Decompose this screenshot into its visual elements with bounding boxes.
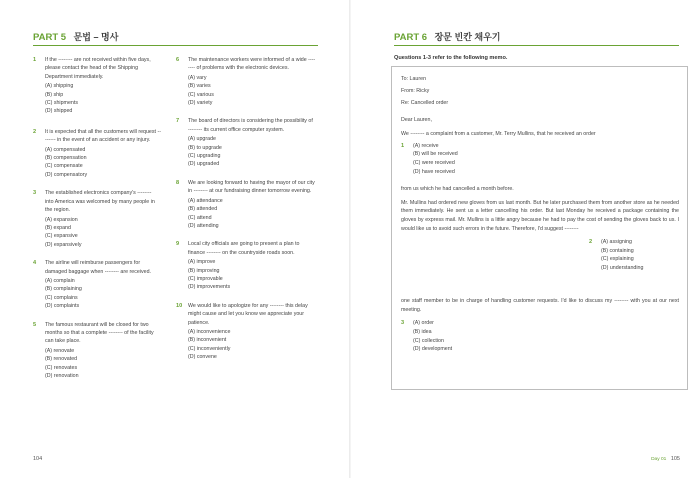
answer-option: (C) expansive xyxy=(45,233,78,240)
answer-option: (A) improve xyxy=(188,259,216,266)
question-number: 4 xyxy=(33,260,37,267)
part-subtitle: 문법 – 명사 xyxy=(73,32,119,42)
part-title xyxy=(33,30,118,43)
answer-option: (A) upgrade xyxy=(188,136,216,143)
title-divider xyxy=(394,45,679,46)
answer-option: (D) renovation xyxy=(45,373,79,379)
answer-option: (B) ship xyxy=(45,91,64,98)
directions: Questions 1-3 refer to the following memo. xyxy=(394,55,508,61)
page-footer xyxy=(651,456,680,462)
answer-option: (C) various xyxy=(188,91,214,98)
question-number: 2 xyxy=(589,239,593,246)
answer-option: (D) complaints xyxy=(45,303,80,310)
answer-option: (B) expand xyxy=(45,224,71,231)
answer-option: (B) renovated xyxy=(45,356,78,363)
answer-option: (A) assigning xyxy=(601,239,632,246)
question-stem: We are looking forward to having the mayor of our city in -------- at our fundraising dinner tomorrow evening. xyxy=(188,179,315,195)
part-number: PART 6 xyxy=(394,32,428,43)
question-stem: The airline will reimburse passengers for damaged baggage when -------- are received. xyxy=(45,260,151,275)
answer-option: (D) compensatory xyxy=(45,171,88,178)
memo-to: To: Lauren xyxy=(401,76,427,82)
answer-option: (C) compensate xyxy=(45,163,83,170)
answer-option: (A) receive xyxy=(413,142,439,149)
question-stem: The board of directors is considering the possibility of -------- its current office computer system. xyxy=(188,118,313,133)
page-number: 104 xyxy=(33,456,43,462)
answer-option: (D) understanding xyxy=(601,264,644,271)
question-number: 5 xyxy=(33,321,37,328)
question-column-right xyxy=(176,56,316,372)
answer-option: (B) idea xyxy=(413,328,432,335)
answer-option: (A) vary xyxy=(188,74,207,81)
answer-option: (C) renovates xyxy=(45,364,78,371)
answer-option: (C) inconveniently xyxy=(188,345,231,352)
blank-question xyxy=(401,142,679,176)
answer-option: (C) explaining xyxy=(601,256,634,263)
blank-question xyxy=(401,319,679,353)
answer-option: (B) improving xyxy=(188,267,220,274)
answer-option: (D) shipped xyxy=(45,108,73,115)
blank-question xyxy=(401,238,679,278)
page-number: 105 xyxy=(670,456,680,462)
question-item xyxy=(176,179,316,230)
answer-option: (B) will be received xyxy=(413,151,458,158)
memo-paragraph: from us which he had cancelled a month before. xyxy=(401,186,514,193)
answer-option: (B) complaining xyxy=(45,286,82,293)
answer-option: (B) attended xyxy=(188,206,218,213)
question-number: 6 xyxy=(176,57,180,63)
question-stem: If the -------- are not received within five days, please contact the head of the Shipping Department immediately. xyxy=(45,57,151,80)
answer-option: (C) upgrading xyxy=(188,153,221,160)
answer-option: (D) improvements xyxy=(188,284,231,291)
answer-option: (B) inconvenient xyxy=(188,337,227,344)
answer-option: (C) complains xyxy=(45,294,78,301)
answer-option: (C) collection xyxy=(413,337,444,344)
question-number: 2 xyxy=(33,128,37,135)
title-divider xyxy=(33,45,318,46)
answer-option: (B) containing xyxy=(601,247,634,254)
question-number: 10 xyxy=(176,302,183,309)
question-number: 8 xyxy=(176,179,180,186)
memo-paragraph: Mr. Mullins had ordered new gloves from us last month. But he later purchased them from another store as he needed them immediately. He sent us a letter cancelling his order. But last Monday he received a package containing the gloves by express mail. Mr. Mullins is a little angry because he had to pay the cost of sending the gloves back to us. I would like us to avoid such errors in the future. Therefore, I'd suggest -------- xyxy=(401,199,679,232)
answer-option: (B) compensation xyxy=(45,155,87,162)
question-item xyxy=(33,128,161,179)
answer-option: (A) inconvenience xyxy=(188,328,231,335)
part-subtitle: 장문 빈칸 채우기 xyxy=(434,32,501,42)
question-number: 3 xyxy=(401,320,405,327)
question-item xyxy=(176,117,316,168)
question-item xyxy=(33,321,161,381)
question-item xyxy=(176,302,316,362)
question-number: 1 xyxy=(33,57,37,63)
memo-box xyxy=(391,66,688,390)
answer-option: (D) attending xyxy=(188,222,219,229)
answer-option: (A) compensated xyxy=(45,146,86,153)
memo-from: From: Ricky xyxy=(401,87,430,94)
question-stem: The maintenance workers were informed of a wide -------- of problems with the electronic devices. xyxy=(188,57,316,72)
answer-option: (C) shipments xyxy=(45,100,78,107)
question-stem: Local city officials are going to present a plan to finance -------- on the countryside roads soon. xyxy=(188,241,300,256)
question-number: 3 xyxy=(33,190,37,197)
question-number: 7 xyxy=(176,118,180,125)
question-stem: The established electronics company's -------- into America was welcomed by many people in the region. xyxy=(45,190,155,214)
question-item xyxy=(176,240,316,291)
answer-option: (D) variety xyxy=(188,100,213,107)
answer-option: (D) convene xyxy=(188,354,217,361)
answer-option: (D) development xyxy=(413,346,453,353)
question-stem: The famous restaurant will be closed for two months so that a complete -------- of the facility can take place. xyxy=(45,321,154,345)
answer-option: (D) upgraded xyxy=(188,161,220,168)
question-column-left xyxy=(33,56,161,390)
memo-content xyxy=(401,75,679,359)
answer-option: (C) were received xyxy=(413,160,455,167)
question-number: 9 xyxy=(176,241,180,248)
answer-option: (A) attendance xyxy=(188,197,223,204)
question-stem: It is expected that all the customers will request -------- in the event of an accident or any injury. xyxy=(45,128,161,144)
answer-option: (D) have received xyxy=(413,168,455,175)
memo-greeting: Dear Lauren, xyxy=(401,117,432,124)
answer-option: (A) shipping xyxy=(45,83,74,90)
question-item xyxy=(176,56,316,107)
question-stem: We would like to apologize for any -------- this delay might cause and let you know we appreciate your patience. xyxy=(188,302,308,326)
question-item xyxy=(33,189,161,249)
question-item xyxy=(33,56,161,116)
question-item xyxy=(33,259,161,310)
answer-option: (A) expansion xyxy=(45,216,78,223)
question-number: 1 xyxy=(401,142,405,149)
answer-option: (C) attend xyxy=(188,214,212,221)
memo-subject: Re: Cancelled order xyxy=(401,99,449,106)
answer-option: (B) to upgrade xyxy=(188,144,222,151)
page-day-label: Day 01 xyxy=(651,457,667,462)
part-number: PART 5 xyxy=(33,32,67,43)
answer-option: (D) expansively xyxy=(45,241,82,248)
answer-option: (C) improvable xyxy=(188,275,223,282)
answer-option: (B) varies xyxy=(188,83,211,90)
answer-option: (A) order xyxy=(413,320,434,327)
answer-option: (A) renovate xyxy=(45,347,75,354)
answer-option: (A) complain xyxy=(45,277,75,284)
memo-paragraph: one staff member to be in charge of handling customer requests. I'd like to discuss my -------- with you at our next meeting. xyxy=(401,298,679,313)
part-title xyxy=(394,30,500,43)
memo-paragraph: We -------- a complaint from a customer, Mr. Terry Mullins, that he received an order xyxy=(401,130,596,137)
